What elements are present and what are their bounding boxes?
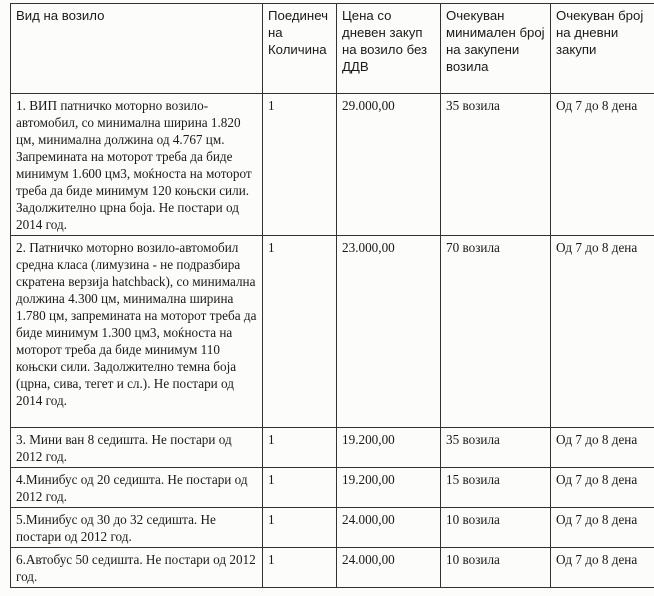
table-header-row	[11, 4, 654, 94]
header-price: Цена со дневен закуп на возило без ДДВ	[337, 4, 441, 94]
row-days: Од 7 до 8 дена	[551, 236, 654, 428]
row-description: 2. Патничко моторно возило-автомобил средна класа (лимузина - не подразбира скратена верзија hatchback), со минимална должина 4.300 цм, минимална ширина 1.780 цм, запремината на моторот треба да биде минимум 1.300 цм3, моќноста на моторот треба да биде минимум 110 коњски сили. Задолжително темна боја (црна, сива, тегет и сл.). Не постари од 2014 год.	[11, 236, 263, 428]
row-days: Од 7 до 8 дена	[551, 428, 654, 468]
header-min-vehicles: Очекуван минимален број на закупени возила	[441, 4, 551, 94]
row-description: 5.Минибус од 30 до 32 седишта. Не постари од 2012 год.	[11, 508, 263, 548]
row-description: 6.Автобус 50 седишта. Не постари од 2012 год.	[11, 548, 263, 588]
row-description: 3. Мини ван 8 седишта. Не постари од 2012 год.	[11, 428, 263, 468]
table-row	[11, 428, 654, 468]
row-days: Од 7 до 8 дена	[551, 548, 654, 588]
row-quantity: 1	[263, 468, 337, 508]
row-quantity: 1	[263, 548, 337, 588]
row-price: 29.000,00	[337, 94, 441, 236]
row-price: 24.000,00	[337, 508, 441, 548]
table-row	[11, 508, 654, 548]
table-row	[11, 548, 654, 588]
row-min-vehicles: 10 возила	[441, 508, 551, 548]
row-quantity: 1	[263, 508, 337, 548]
vehicle-rental-table	[10, 3, 654, 588]
row-min-vehicles: 35 возила	[441, 428, 551, 468]
row-description: 1. ВИП патничко моторно возило-автомобил, со минимална ширина 1.820 цм, минимална должина од 4.767 цм. Запремината на моторот треба да биде минимум 1.600 цм3, моќноста на моторот треба да биде минимум 120 коњски сили. Задолжително црна боја. Не постари од 2014 год.	[11, 94, 263, 236]
row-price: 24.000,00	[337, 548, 441, 588]
row-min-vehicles: 15 возила	[441, 468, 551, 508]
row-days: Од 7 до 8 дена	[551, 94, 654, 236]
table-row	[11, 94, 654, 236]
header-vehicle-type: Вид на возило	[11, 4, 263, 94]
row-days: Од 7 до 8 дена	[551, 508, 654, 548]
row-price: 19.200,00	[337, 428, 441, 468]
row-min-vehicles: 35 возила	[441, 94, 551, 236]
row-quantity: 1	[263, 94, 337, 236]
row-price: 19.200,00	[337, 468, 441, 508]
header-quantity: Поединеч на Количина	[263, 4, 337, 94]
row-quantity: 1	[263, 236, 337, 428]
row-min-vehicles: 10 возила	[441, 548, 551, 588]
row-days: Од 7 до 8 дена	[551, 468, 654, 508]
row-min-vehicles: 70 возила	[441, 236, 551, 428]
row-price: 23.000,00	[337, 236, 441, 428]
header-days: Очекуван број на дневни закупи	[551, 4, 654, 94]
row-quantity: 1	[263, 428, 337, 468]
row-description: 4.Минибус од 20 седишта. Не постари од 2012 год.	[11, 468, 263, 508]
table-row	[11, 236, 654, 428]
table-row	[11, 468, 654, 508]
